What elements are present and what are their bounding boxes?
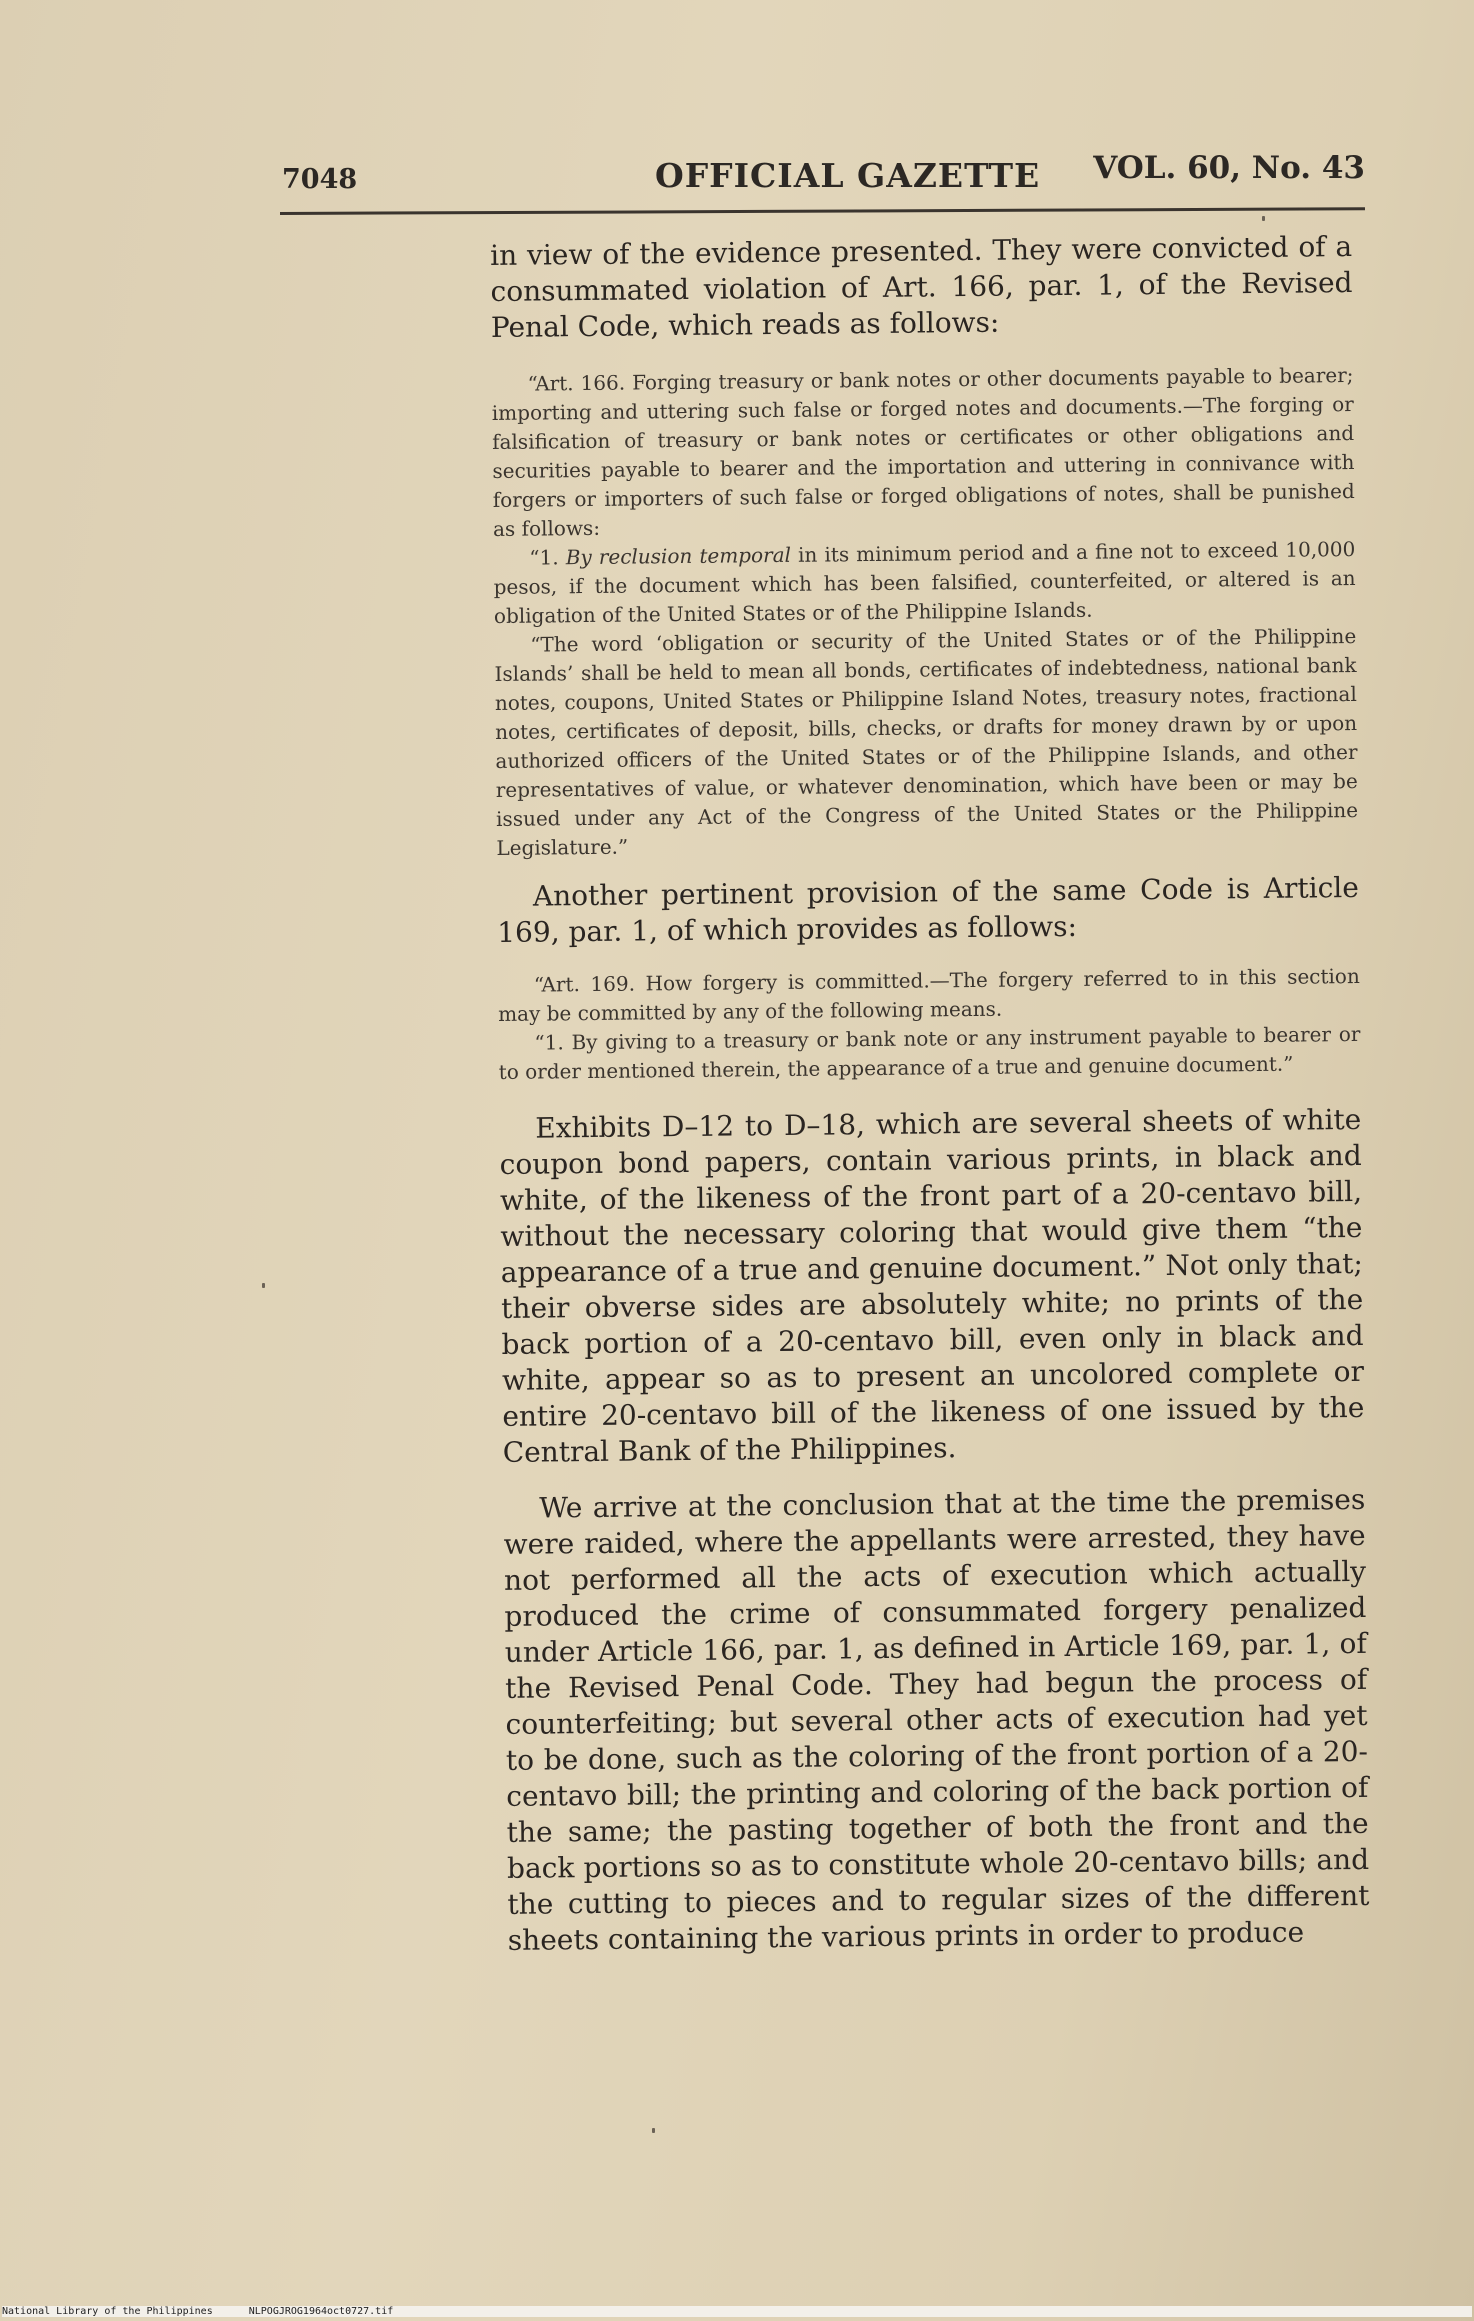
quote-art-169-par-1: “1. By giving to a treasury or bank note or any instrument payable to bearer or to order mentioned therein, the appearance of a true and genuine document.”	[498, 1021, 1361, 1084]
paragraph-exhibits: Exhibits D–12 to D–18, which are several sheets of white coupon bond papers, contain various prints, in black and white, of the likeness of the front part of a 20-centavo bill, without the necessary coloring that would give them “the appearance of a true and genuine document.” Not only that; their obverse sides are absolutely white; no prints of the back portion of a 20-centavo bill, even only in black and white, appear so as to present an uncolored complete or entire 20-centavo bill of the likeness of one issued by the Central Bank of the Philippines.	[499, 1102, 1365, 1469]
page-header	[270, 150, 1365, 206]
scan-filename: NLPOGJROG1964oct0727.tif	[248, 2306, 394, 2317]
quote-definition: “The word ‘obligation or security of the United States or of the Philippine Islands’ shall be held to mean all bonds, certificates of indebtedness, national bank notes, coupons, United States or Philippine Island Notes, treasury notes, fractional notes, certificates of deposit, bills, checks, or drafts for money drawn by or upon authorized officers of the United States or of the Philippine Islands, and other representatives of value, or whatever denomination, which have been or may be issued under any Act of the Congress of the United States or the Philippine Legislature.”	[494, 623, 1359, 860]
scan-footer	[2, 2306, 1472, 2317]
quote-art-169: “Art. 169. How forgery is committed.—The forgery referred to in this section may be committed by any of the following means.	[498, 963, 1360, 1026]
print-speck	[1262, 216, 1265, 221]
paragraph-continued: in view of the evidence presented. They were convicted of a consummated violation of Art. 166, par. 1, of the Revised Penal Code, which reads as follows:	[490, 229, 1353, 344]
print-speck	[652, 2128, 655, 2133]
running-title: OFFICIAL GAZETTE	[655, 156, 1041, 195]
print-speck	[262, 1283, 265, 1288]
quote-par-1: “1. By reclusion temporal in its minimum period and a fine not to exceed 10,000 pesos, if the document which has been falsified, counterfeited, or altered is an obligation of the United States or of the Philippine Islands.	[493, 536, 1356, 628]
volume-number: VOL. 60, No. 43	[1093, 150, 1365, 186]
paragraph-conclusion: We arrive at the conclusion that at the time the premises were raided, where the appellants were arrested, they have not performed all the acts of execution which actually produced the crime of consummated forgery penalized under Article 166, par. 1, as defined in Article 169, par. 1, of the Revised Penal Code. They had begun the process of counterfeiting; but several other acts of execution had yet to be done, such as the coloring of the front portion of a 20-centavo bill; the printing and coloring of the back portion of the same; the pasting together of both the front and the back portions so as to constitute whole 20-centavo bills; and the cutting to pieces and to regular sizes of the different sheets containing the various prints in order to produce	[503, 1482, 1370, 1957]
quote-art-166: “Art. 166. Forging treasury or bank notes or other documents payable to bearer; importing and uttering such false or forged notes and documents.—The forging or falsification of treasury or bank notes or certificates or other obligations and securities payable to bearer and the importation and uttering in connivance with forgers or importers of such false or forged obligations of notes, shall be punished as follows:	[491, 362, 1355, 541]
body-text	[490, 229, 1370, 1959]
scan-source: National Library of the Philippines	[2, 2306, 213, 2317]
paragraph-art-169-intro: Another pertinent provision of the same Code is Article 169, par. 1, of which provides as follows:	[497, 870, 1360, 949]
page-number: 7048	[282, 164, 358, 195]
italic-term: By reclusion temporal	[565, 542, 792, 570]
header-rule	[280, 207, 1365, 215]
